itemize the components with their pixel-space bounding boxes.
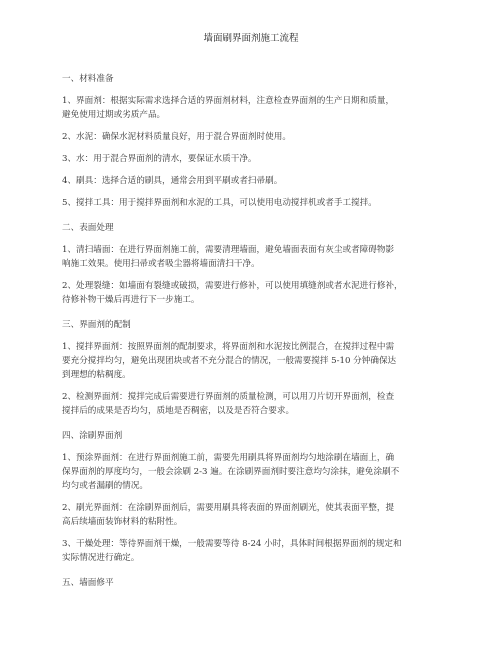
section-leveling bbox=[62, 576, 442, 590]
paragraph-line: 均匀或者漏刷的情况。 bbox=[62, 481, 148, 491]
paragraph-line: 实际情况进行确定。 bbox=[62, 553, 140, 563]
section-materials bbox=[62, 72, 442, 210]
paragraph-line: 1、预涂界面剂：在进行界面剂施工前，需要先用刷具将界面剂均匀地涂刷在墙面上，确 bbox=[62, 453, 395, 463]
section-heading: 二、表面处理 bbox=[62, 223, 114, 233]
paragraph-line: 避免使用过期或劣质产品。 bbox=[62, 110, 166, 120]
paragraph-line: 1、搅拌界面剂：按照界面剂的配制要求，将界面剂和水泥按比例混合，在搅拌过程中需 bbox=[62, 342, 395, 352]
paragraph-line: 2、检测界面剂：搅拌完成后需要进行界面剂的质量检测，可以用刀片切开界面剂，检查 bbox=[62, 392, 395, 402]
paragraph-line: 3、干燥处理：等待界面剂干燥，一般需要等待 8-24 小时，具体时间根据界面剂的规定和 bbox=[62, 539, 402, 549]
paragraph-line: 到理想的粘稠度。 bbox=[62, 370, 131, 380]
section-applying bbox=[62, 429, 442, 565]
paragraph-line: 响施工效果。使用扫帚或者吸尘器将墙面清扫干净。 bbox=[62, 259, 260, 269]
paragraph-line: 1、界面剂：根据实际需求选择合适的界面剂材料，注意检查界面剂的生产日期和质量， bbox=[62, 96, 395, 106]
paragraph-line: 2、处理裂缝：如墙面有裂缝或破损，需要进行修补，可以使用填缝剂或者水泥进行修补， bbox=[62, 281, 403, 291]
paragraph-line: 2、水泥：确保水泥材料质量良好，用于混合界面剂时使用。 bbox=[62, 132, 291, 142]
section-heading: 三、界面剂的配制 bbox=[62, 320, 131, 330]
paragraph-line: 4、刷具：选择合适的刷具，通常会用到平刷或者扫帚刷。 bbox=[62, 176, 283, 186]
paragraph bbox=[62, 537, 442, 565]
paragraph-line: 1、清扫墙面：在进行界面剂施工前，需要清理墙面，避免墙面表面有灰尘或者障碍物影 bbox=[62, 245, 395, 255]
paragraph-line: 高后续墙面装饰材料的粘附性。 bbox=[62, 517, 183, 527]
paragraph bbox=[62, 243, 442, 271]
section-mixing bbox=[62, 318, 442, 418]
paragraph bbox=[62, 390, 442, 418]
section-heading: 五、墙面修平 bbox=[62, 578, 114, 588]
paragraph-line: 要充分搅拌均匀，避免出现团块或者不充分混合的情况，一般需要搅拌 5-10 分钟确保达 bbox=[62, 356, 397, 366]
section-surface-treatment bbox=[62, 221, 442, 307]
paragraph-line: 2、刷光界面剂：在涂刷界面剂后，需要用刷具将表面的界面剂刷光，使其表面平整，提 bbox=[62, 503, 395, 513]
document-body bbox=[62, 72, 442, 590]
section-heading: 四、涂刷界面剂 bbox=[62, 431, 123, 441]
paragraph-line: 保界面剂的厚度均匀，一般会涂刷 2-3 遍。在涂刷界面剂时要注意均匀涂抹，避免涂刷不 bbox=[62, 467, 400, 477]
paragraph bbox=[62, 501, 442, 529]
paragraph bbox=[62, 451, 442, 493]
paragraph bbox=[62, 279, 442, 307]
paragraph-line: 待修补物干燥后再进行下一步施工。 bbox=[62, 295, 200, 305]
paragraph-line: 搅拌后的成果是否均匀，质地是否稠密，以及是否符合要求。 bbox=[62, 406, 295, 416]
section-heading: 一、材料准备 bbox=[62, 74, 114, 84]
document-title: 墙面刷界面剂施工流程 bbox=[203, 33, 299, 44]
paragraph-line: 5、搅拌工具：用于搅拌界面剂和水泥的工具，可以使用电动搅拌机或者手工搅拌。 bbox=[62, 198, 377, 208]
paragraph-line: 3、水：用于混合界面剂的清水，要保证水质干净。 bbox=[62, 154, 257, 164]
paragraph bbox=[62, 94, 442, 122]
paragraph bbox=[62, 340, 442, 382]
